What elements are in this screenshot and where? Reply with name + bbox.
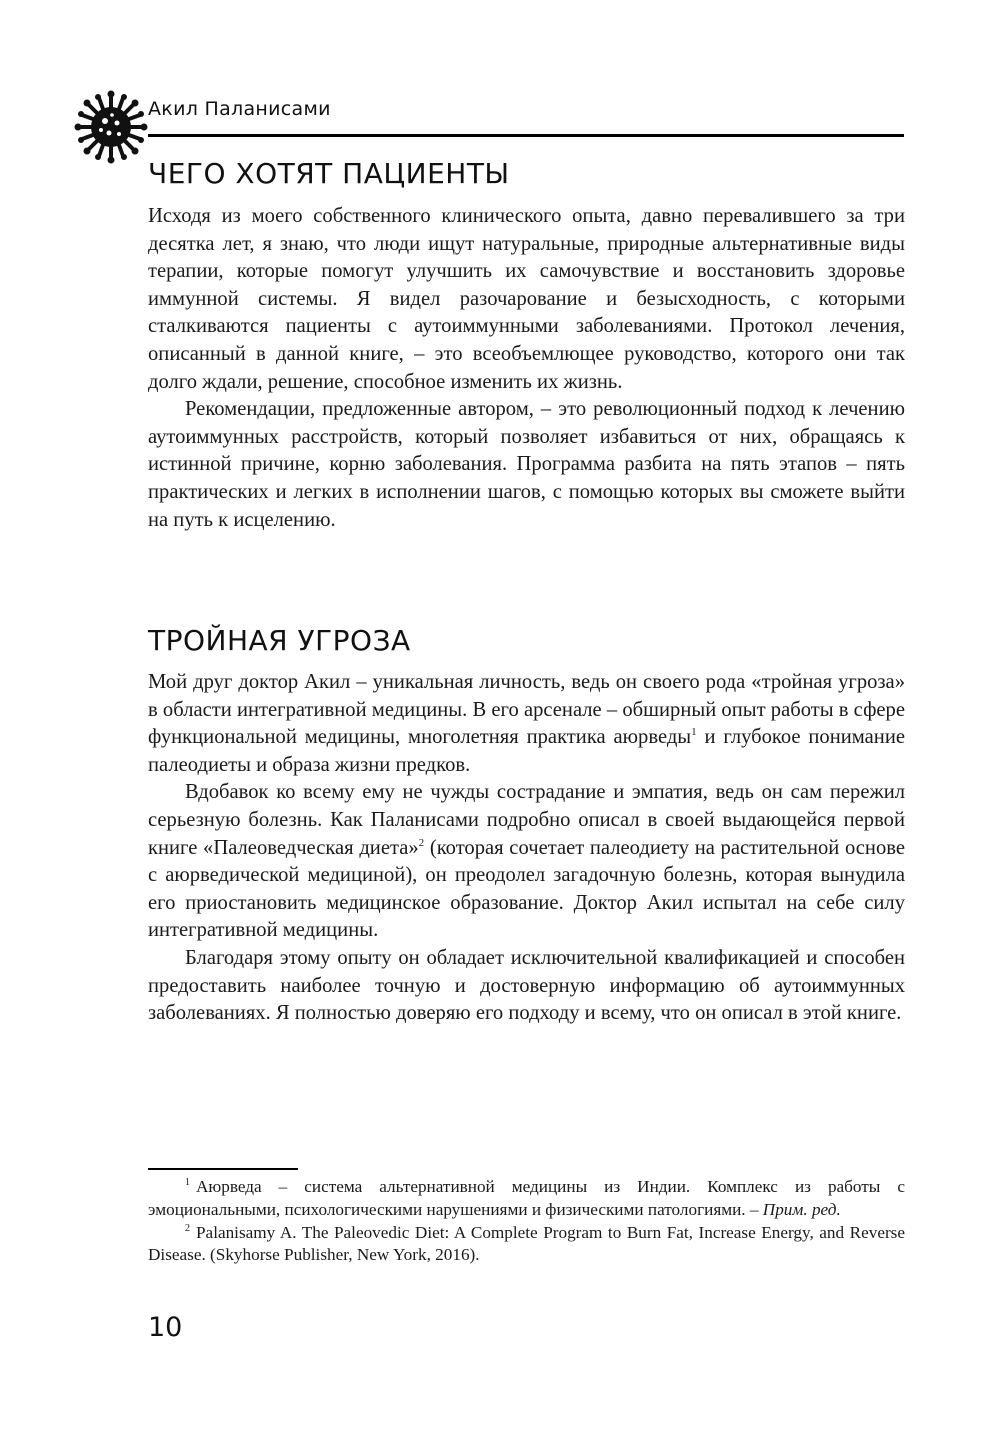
- paragraph-text: Вдобавок ко всему ему не чужды сострадание и эмпатия, ведь он сам пережил серьезную болезнь. Как Паланисами подробно описал в своей выдающейся первой книге «Палеоведческая диета»: [148, 781, 905, 859]
- paragraph-text: (которая сочетает палеодиету на растительной основе с аюрведической медициной), он преодолел загадочную болезнь, которая вынудила его приостановить медицинское образование. Доктор Акил испытал на себе силу интегративной медицины.: [148, 836, 905, 942]
- section-title-what-patients-want: ЧЕГО ХОТЯТ ПАЦИЕНТЫ: [148, 157, 510, 190]
- footnote-2: [148, 1222, 905, 1268]
- footnote-ref-2[interactable]: 2: [418, 836, 425, 849]
- footnote-text: Palanisamy A. The Paleovedic Diet: A Complete Program to Burn Fat, Increase Energy, and Reverse Disease. (Skyhorse Publisher, New York, 2016).: [148, 1222, 905, 1265]
- footnote-separator: [148, 1168, 298, 1170]
- running-head-author: Акил Паланисами: [148, 98, 331, 120]
- footnote-number: 1: [185, 1177, 190, 1188]
- section-title-triple-threat: ТРОЙНАЯ УГРОЗА: [148, 624, 411, 657]
- paragraph-text: Мой друг доктор Акил – уникальная личность, ведь он своего рода «тройная угроза» в области интегративной медицины. В его арсенале – обширный опыт работы в сфере функциональной медицины, многолетняя практика аюрведы: [148, 671, 905, 749]
- page-number: 10: [148, 1312, 183, 1343]
- section-body-what-patients-want: [148, 203, 905, 534]
- header-rule: [148, 134, 904, 137]
- footnotes: [148, 1176, 905, 1267]
- paragraph: [148, 779, 905, 945]
- paragraph: Рекомендации, предложенные автором, – это революционный подход к лечению аутоиммунных расстройств, который позволяет избавиться от них, обращаясь к истинной причине, корню заболевания. Программа разбита на пять этапов – пять практических и легких в исполнении шагов, с помощью которых вы сможете выйти на путь к исцелению.: [148, 398, 905, 531]
- footnote-text: Аюрведа – система альтернативной медицины из Индии. Комплекс из работы с эмоциональными, психологическими нарушениями и физическими патологиями. –: [148, 1177, 905, 1219]
- paragraph: Благодаря этому опыту он обладает исключительной квалификацией и способен предоставить наиболее точную и достоверную информацию об аутоиммунных заболеваниях. Я полностью доверяю его подходу и всему, что он описал в этой книге.: [148, 946, 905, 1025]
- section-body-triple-threat: [148, 669, 905, 1028]
- footnote-ref-1[interactable]: 1: [691, 726, 697, 739]
- paragraph: [148, 669, 905, 779]
- editor-note: Прим. ред.: [762, 1199, 841, 1219]
- paragraph-text: и глубокое понимание палеодиеты и образа жизни предков.: [148, 726, 905, 776]
- paragraph: Исходя из моего собственного клинического опыта, давно перевалившего за три десятка лет, я знаю, что люди ищут натуральные, природные альтернативные виды терапии, которые помогут улучшить их самочувствие и восстановить здоровье иммунной системы. Я видел разочарование и безысходность, с которыми сталкиваются пациенты с аутоиммунными заболеваниями. Протокол лечения, описанный в данной книге, – это всеобъемлющее руководство, которого они так долго ждали, решение, способное изменить их жизнь.: [148, 205, 905, 393]
- footnote-number: 2: [185, 1222, 190, 1234]
- footnote-1: [148, 1176, 905, 1222]
- virus-icon: [74, 90, 148, 164]
